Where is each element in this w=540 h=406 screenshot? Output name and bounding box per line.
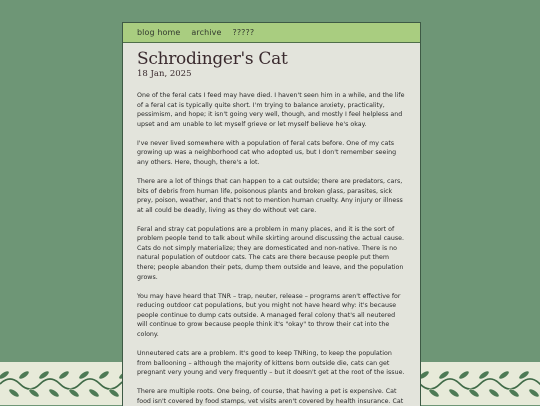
nav-link-archive[interactable]: archive bbox=[191, 28, 222, 37]
blog-card bbox=[122, 22, 421, 406]
post-date: 18 Jan, 2025 bbox=[137, 69, 192, 79]
nav-link-mystery[interactable]: ????? bbox=[232, 28, 255, 37]
post-paragraph: Unneutered cats are a problem. It's good to keep TNRing, to keep the population from ballooning – although the majority of kittens born outside die, cats can get pregnant very young and very frequently – but it doesn't get at the root of the issue. bbox=[137, 350, 405, 377]
post-paragraph: There are a lot of things that can happen to a cat outside; there are predators, cars, bits of debris from human life, poisonous plants and broken glass, parasites, sick prey, poison, weather, and that's not to mention human cruelty. Any injury or illness at all could be deadly, living as they do without vet care. bbox=[137, 177, 403, 214]
post-body bbox=[137, 91, 406, 406]
post-paragraph: Feral and stray cat populations are a problem in many places, and it is the sort of problem people tend to talk about while skirting around discussing the actual cause. Cats do not simply materialize; they are domesticated and non-native. There is no natural population of outdoor cats. The cats are there because people put them there; people abandon their pets, dump them outside and leave, and the population grows. bbox=[137, 225, 405, 281]
post-paragraph: There are multiple roots. One being, of course, that having a pet is expensive. Cat food isn't covered by food stamps, vet visits aren't covered by health insurance. Cat bbox=[137, 388, 404, 405]
nav-link-blog-home[interactable]: blog home bbox=[137, 28, 181, 37]
post-paragraph: You may have heard that TNR – trap, neuter, release – programs aren't effective for reducing outdoor cat populations, but you might not have heard why: it's because people continue to dump cats outside. A managed feral colony that's all neutered will continue to grow because people think it's "okay" to throw their cat into the colony. bbox=[137, 292, 401, 339]
post-paragraph: I've never lived somewhere with a population of feral cats before. One of my cats growing up was a neighborhood cat who adopted us, but I don't remember seeing any others. Here, though, there's a lot. bbox=[137, 139, 397, 166]
post-paragraph: One of the feral cats I feed may have died. I haven't seen him in a while, and the life of a feral cat is typically quite short. I'm trying to balance anxiety, practicality, pessimism, and hope; it isn't going very well, though, and mostly I feel helpless and upset and am unable to let myself grieve or let myself believe he's okay. bbox=[137, 92, 405, 128]
post-title: Schrodinger's Cat bbox=[137, 49, 288, 69]
top-nav bbox=[123, 23, 420, 43]
post-content bbox=[123, 43, 420, 406]
